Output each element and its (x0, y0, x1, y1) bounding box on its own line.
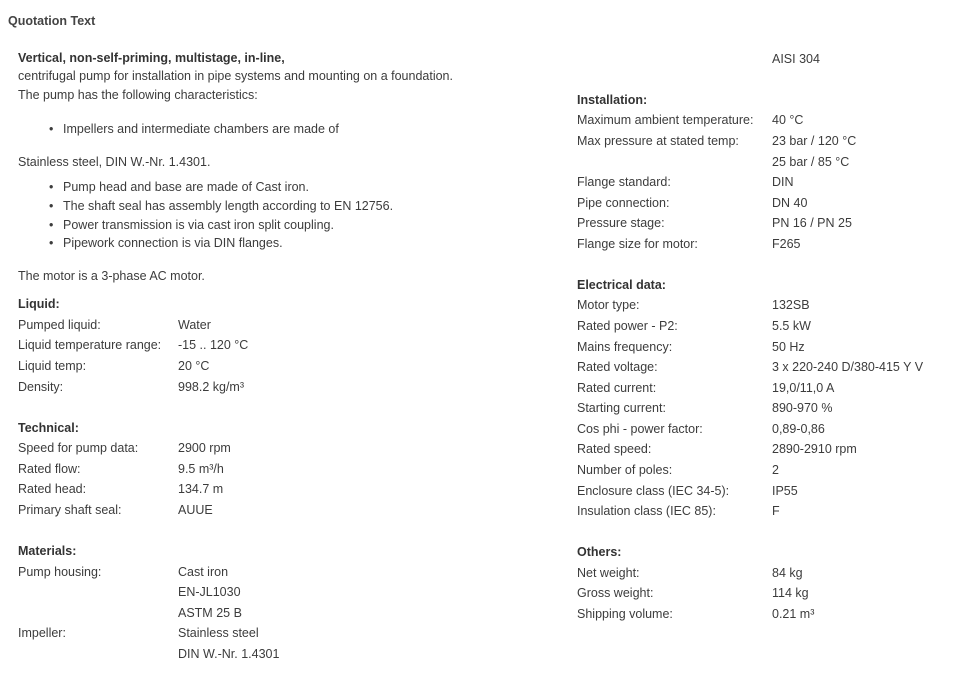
bullet-item: • Pipework connection is via DIN flanges. (63, 236, 283, 250)
others-heading: Others: (577, 545, 622, 559)
row-label: Max pressure at stated temp: (577, 134, 739, 148)
installation-heading: Installation: (577, 93, 648, 107)
row-value: 2 (772, 463, 779, 477)
row-value: Stainless steel (178, 626, 259, 640)
row-value: EN-JL1030 (178, 585, 241, 599)
row-value: 50 Hz (772, 340, 805, 354)
row-value: 9.5 m³/h (178, 462, 224, 476)
row-label: Liquid temperature range: (18, 338, 162, 352)
row-label: Maximum ambient temperature: (577, 113, 754, 127)
row-label: Pressure stage: (577, 216, 665, 230)
row-value: 20 °C (178, 359, 210, 373)
row-label: Speed for pump data: (18, 441, 139, 455)
row-value: 2890-2910 rpm (772, 442, 857, 456)
intro-heading: Vertical, non-self-priming, multistage, in-line, (18, 51, 285, 65)
row-value: 3 x 220-240 D/380-415 Y V (772, 360, 924, 374)
row-label: Enclosure class (IEC 34-5): (577, 484, 730, 498)
materials-heading: Materials: (18, 544, 77, 558)
row-value: 40 °C (772, 113, 804, 127)
row-value: -15 .. 120 °C (178, 338, 249, 352)
row-value: 890-970 % (772, 401, 833, 415)
row-label: Rated flow: (18, 462, 81, 476)
material-line: Stainless steel, DIN W.-Nr. 1.4301. (18, 155, 211, 169)
row-label: Shipping volume: (577, 607, 673, 621)
bullet-item: • Impellers and intermediate chambers are made of (63, 122, 339, 136)
row-value: 998.2 kg/m³ (178, 380, 245, 394)
row-value: DN 40 (772, 196, 808, 210)
row-label: Rated head: (18, 482, 87, 496)
row-label: Gross weight: (577, 586, 654, 600)
liquid-heading: Liquid: (18, 297, 60, 311)
electrical-heading: Electrical data: (577, 278, 666, 292)
bullet-item: • Power transmission is via cast iron split coupling. (63, 218, 334, 232)
row-value: DIN (772, 175, 794, 189)
row-label: Rated voltage: (577, 360, 658, 374)
row-label: Rated speed: (577, 442, 652, 456)
row-label: Density: (18, 380, 64, 394)
row-value: AISI 304 (772, 52, 820, 66)
row-label: Pumped liquid: (18, 318, 101, 332)
row-label: Liquid temp: (18, 359, 87, 373)
page-title: Quotation Text (8, 14, 96, 28)
intro-line: The pump has the following characteristics: (18, 88, 258, 102)
row-label: Motor type: (577, 298, 640, 312)
row-value: 0.21 m³ (772, 607, 815, 621)
row-value: F265 (772, 237, 801, 251)
row-label: Starting current: (577, 401, 666, 415)
row-value: DIN W.-Nr. 1.4301 (178, 647, 280, 661)
row-label: Impeller: (18, 626, 66, 640)
row-label: Cos phi - power factor: (577, 422, 703, 436)
intro-line: centrifugal pump for installation in pipe systems and mounting on a foundation. (18, 69, 453, 83)
row-value: 25 bar / 85 °C (772, 155, 850, 169)
row-label: Rated current: (577, 381, 657, 395)
row-value: ASTM 25 B (178, 606, 242, 620)
row-label: Flange standard: (577, 175, 671, 189)
row-value: 5.5 kW (772, 319, 811, 333)
row-label: Pipe connection: (577, 196, 670, 210)
motor-line: The motor is a 3-phase AC motor. (18, 269, 205, 283)
row-label: Number of poles: (577, 463, 673, 477)
row-label: Primary shaft seal: (18, 503, 122, 517)
row-value: PN 16 / PN 25 (772, 216, 852, 230)
row-label: Flange size for motor: (577, 237, 698, 251)
row-value: IP55 (772, 484, 798, 498)
row-label: Rated power - P2: (577, 319, 678, 333)
row-value: 2900 rpm (178, 441, 231, 455)
technical-heading: Technical: (18, 421, 79, 435)
row-value: AUUE (178, 503, 213, 517)
row-value: 114 kg (772, 586, 809, 600)
row-label: Pump housing: (18, 565, 102, 579)
row-value: 84 kg (772, 566, 803, 580)
row-value: 0,89-0,86 (772, 422, 825, 436)
row-value: 19,0/11,0 A (772, 381, 835, 395)
row-value: 134.7 m (178, 482, 224, 496)
bullet-item: • Pump head and base are made of Cast iron. (63, 180, 309, 194)
row-label: Net weight: (577, 566, 640, 580)
row-value: 23 bar / 120 °C (772, 134, 857, 148)
row-value: Cast iron (178, 565, 229, 579)
row-value: 132SB (772, 298, 810, 312)
row-label: Insulation class (IEC 85): (577, 504, 716, 518)
bullet-item: • The shaft seal has assembly length according to EN 12756. (63, 199, 393, 213)
row-value: F (772, 504, 780, 518)
row-label: Mains frequency: (577, 340, 673, 354)
row-value: Water (178, 318, 211, 332)
